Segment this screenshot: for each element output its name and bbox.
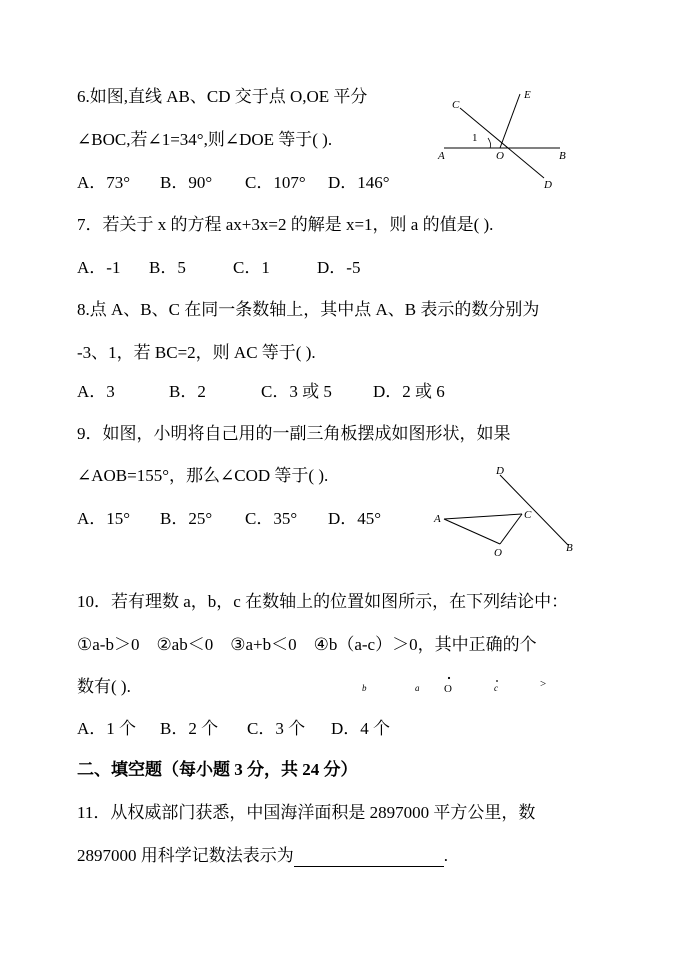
q10-number-line <box>352 674 552 698</box>
q6-stem-line1: 6.如图,直线 AB、CD 交于点 O,OE 平分 <box>77 87 368 106</box>
q7-option-a: A．-1 <box>77 258 121 277</box>
q9-line-ao <box>444 519 500 544</box>
q11-answer-blank[interactable] <box>294 849 444 867</box>
q7-option-d: D．-5 <box>317 258 361 277</box>
q9-option-a: A．15° <box>77 509 131 528</box>
q9-option-c: C．35° <box>245 509 298 528</box>
q7-options <box>77 257 360 279</box>
q7-stem: 7．若关于 x 的方程 ax+3x=2 的解是 x=1，则 a 的值是( ). <box>77 215 494 234</box>
q9-options <box>77 508 381 530</box>
q10-c-dot <box>496 680 498 682</box>
q8-stem-line1: 8.点 A、B、C 在同一条数轴上，其中点 A、B 表示的数分别为 <box>77 300 540 319</box>
q9-option-b: B．25° <box>160 509 213 528</box>
q10-option-a: A．1 个 <box>77 719 137 738</box>
q7-option-c: C．1 <box>233 258 270 277</box>
q8-option-d: D．2 或 6 <box>373 382 445 401</box>
q10-label-o: O <box>444 683 452 695</box>
q9-line-ac <box>444 514 522 519</box>
q6-figure <box>432 86 572 191</box>
q8-stem-line2: -3、1，若 BC=2，则 AC 等于( ). <box>77 343 316 362</box>
q9-label-c: C <box>524 509 532 521</box>
section-2-heading: 二、填空题（每小题 3 分，共 24 分） <box>77 760 358 779</box>
q10-stem-line2: ①a-b＞0 ②ab＜0 ③a+b＜0 ④b（a-c）＞0，其中正确的个 <box>77 635 537 654</box>
q10-origin-dot <box>448 677 450 679</box>
q6-options <box>77 172 390 194</box>
q10-option-c: C．3 个 <box>247 719 306 738</box>
q10-label-a: a <box>415 683 420 693</box>
q6-ray-oe <box>500 94 520 148</box>
q6-angle-1-arc <box>488 138 491 148</box>
q9-line-oc <box>500 514 522 544</box>
q7-option-b: B．5 <box>149 258 186 277</box>
q8-option-a: A．3 <box>77 382 115 401</box>
q6-label-o: O <box>496 150 504 162</box>
q6-option-b: B．90° <box>160 173 213 192</box>
q6-stem-line2: ∠BOC,若∠1=34°,则∠DOE 等于( ). <box>77 130 333 149</box>
q11-stem-line1: 11．从权威部门获悉，中国海洋面积是 2897000 平方公里，数 <box>77 803 536 822</box>
q10-option-b: B．2 个 <box>160 719 219 738</box>
q9-stem-line2: ∠AOB=155°，那么∠COD 等于( ). <box>77 466 329 485</box>
q6-option-a: A．73° <box>77 173 131 192</box>
q8-option-b: B．2 <box>169 382 206 401</box>
q11-stem-line2-text: 2897000 用科学记数法表示为 <box>77 846 294 865</box>
q6-label-e: E <box>524 89 531 101</box>
q10-stem-line3: 数有( ). <box>77 677 131 696</box>
q10-options <box>77 718 390 740</box>
q10-label-c: c <box>494 683 498 693</box>
q11-stem-line2 <box>77 845 448 867</box>
q9-label-d: D <box>496 465 504 477</box>
q8-options <box>77 381 445 403</box>
q9-figure <box>432 463 582 558</box>
q6-label-a: A <box>438 150 445 162</box>
q6-label-1: 1 <box>472 132 478 144</box>
q10-stem-line1: 10．若有理数 a，b，c 在数轴上的位置如图所示，在下列结论中： <box>77 592 569 611</box>
q9-stem-line1: 9．如图，小明将自己用的一副三角板摆成如图形状，如果 <box>77 424 511 443</box>
q9-line-db <box>500 475 568 545</box>
q6-label-c: C <box>452 99 460 111</box>
q11-stem-line2-end: . <box>443 846 448 865</box>
q6-option-c: C．107° <box>245 173 306 192</box>
q10-label-b: b <box>362 683 367 693</box>
q10-axis-arrow: > <box>540 678 547 690</box>
q10-option-d: D．4 个 <box>331 719 391 738</box>
q8-option-c: C．3 或 5 <box>261 382 332 401</box>
q6-label-d: D <box>544 179 552 191</box>
q9-label-a: A <box>434 513 441 525</box>
q9-label-b: B <box>566 542 573 554</box>
q6-option-d: D．146° <box>328 173 390 192</box>
q9-label-o: O <box>494 547 502 559</box>
q6-label-b: B <box>559 150 566 162</box>
q9-option-d: D．45° <box>328 509 382 528</box>
